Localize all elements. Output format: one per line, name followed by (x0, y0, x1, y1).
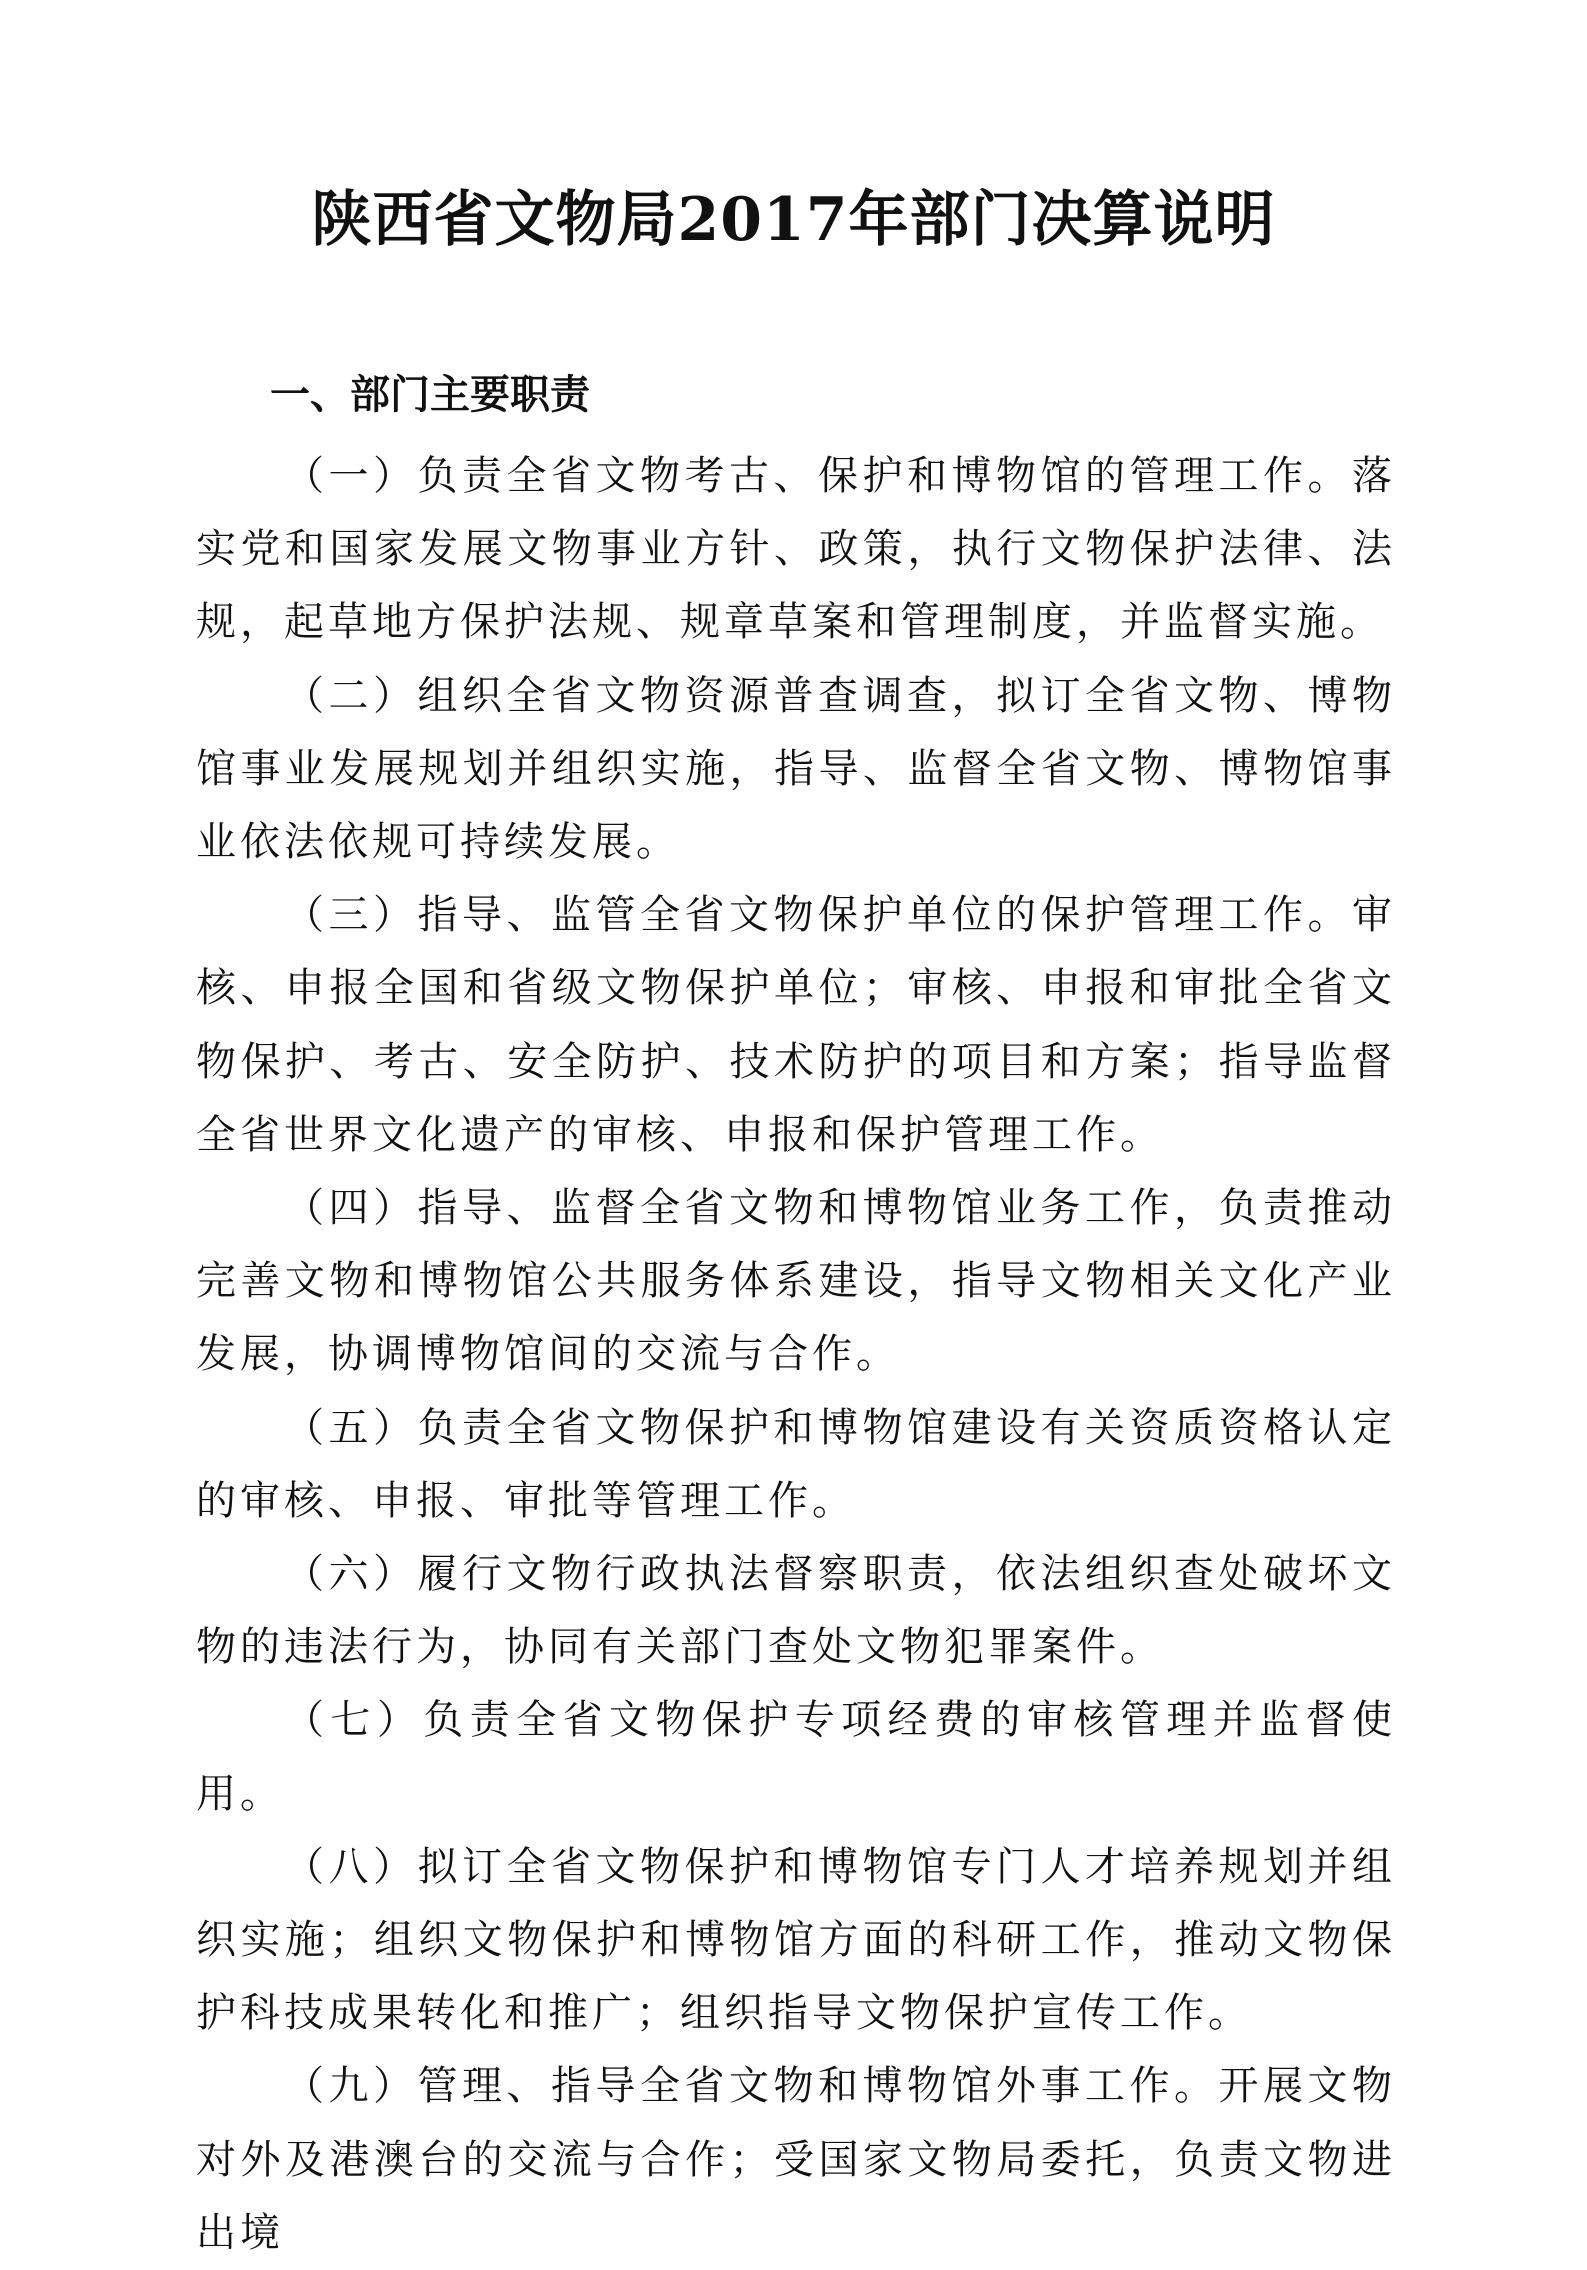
duty-item-7: （七）负责全省文物保护专项经费的审核管理并监督使用。 (196, 1697, 1396, 1817)
duties-list (196, 440, 1396, 2270)
duty-item-8: （八）拟订全省文物保护和博物馆专门人才培养规划并组织实施；组织文物保护和博物馆方面的科研工作，推动文物保护科技成果转化和推广；组织指导文物保护宣传工作。 (196, 1843, 1396, 2037)
duty-item-3: （三）指导、监管全省文物保护单位的保护管理工作。审核、申报全国和省级文物保护单位；审核、申报和审批全省文物保护、考古、安全防护、技术防护的项目和方案；指导监督全省世界文化遗产的审核、申报和保护管理工作。 (196, 892, 1396, 1158)
duty-item-2: （二）组织全省文物资源普查调查，拟订全省文物、博物馆事业发展规划并组织实施，指导、监督全省文物、博物馆事业依法依规可持续发展。 (196, 672, 1396, 866)
duty-item-4: （四）指导、监督全省文物和博物馆业务工作，负责推动完善文物和博物馆公共服务体系建设，指导文物相关文化产业发展，协调博物馆间的交流与合作。 (196, 1185, 1396, 1378)
duty-item-9: （九）管理、指导全省文物和博物馆外事工作。开展文物对外及港澳台的交流与合作；受国家文物局委托，负责文物进出境 (196, 2063, 1396, 2256)
document-title: 陕西省文物局2017年部门决算说明 (311, 185, 1276, 255)
duty-item-1: （一）负责全省文物考古、保护和博物馆的管理工作。落实党和国家发展文物事业方针、政策，执行文物保护法律、法规，起草地方保护法规、规章草案和管理制度，并监督实施。 (196, 453, 1396, 646)
duty-item-5: （五）负责全省文物保护和博物馆建设有关资质资格认定的审核、申报、审批等管理工作。 (196, 1404, 1396, 1524)
section-heading: 一、部门主要职责 (270, 372, 590, 418)
duty-item-6: （六）履行文物行政执法督察职责，依法组织查处破坏文物的违法行为，协同有关部门查处文物犯罪案件。 (196, 1551, 1396, 1671)
